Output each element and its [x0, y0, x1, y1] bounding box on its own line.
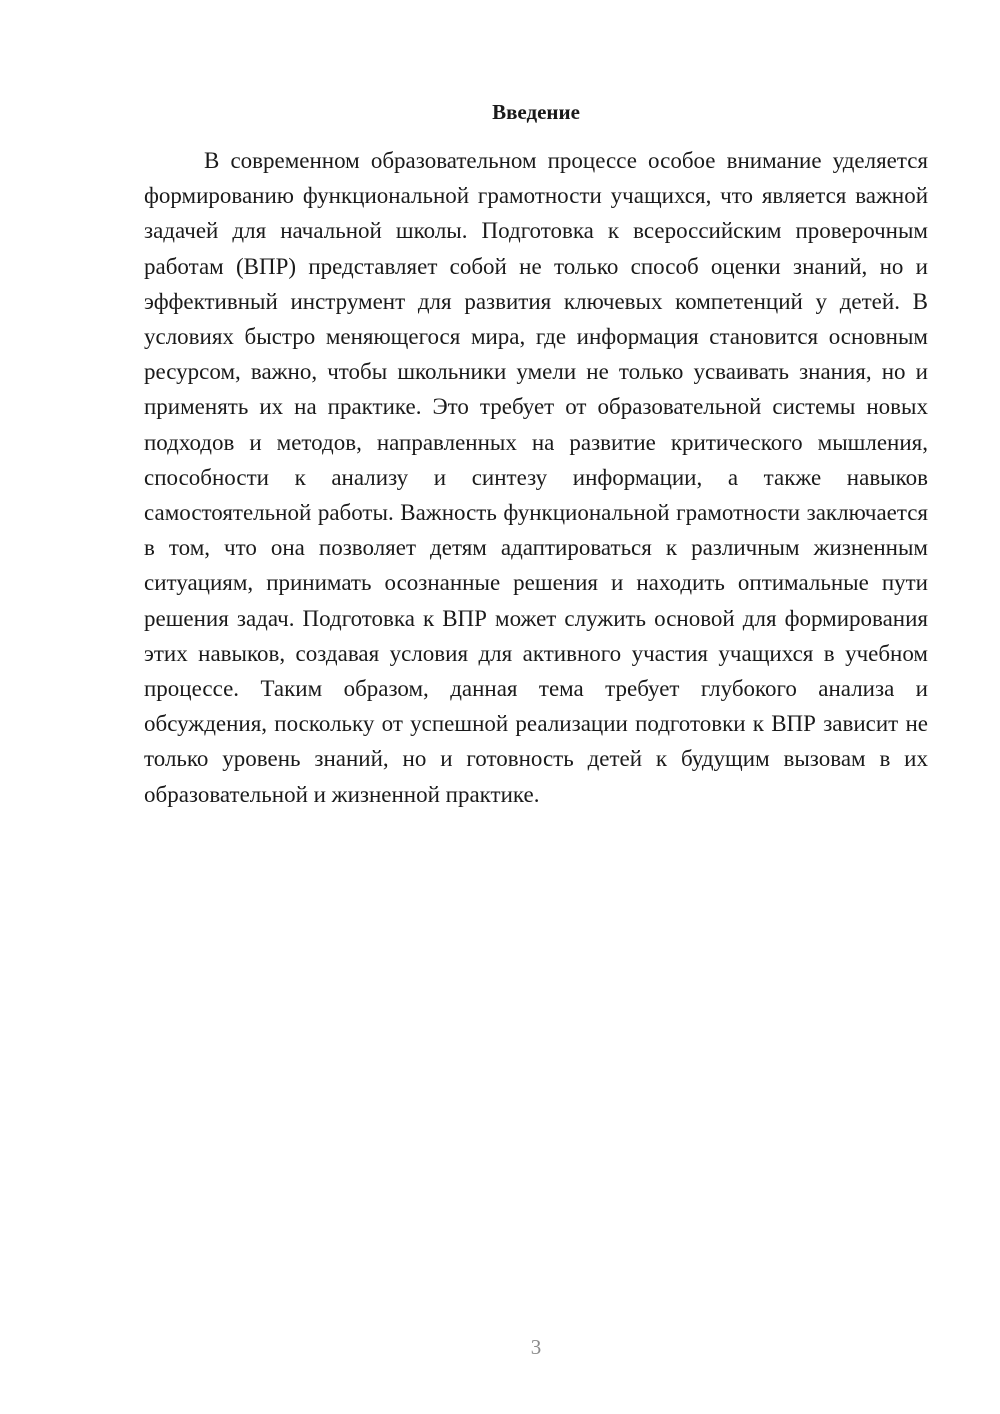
section-heading: Введение	[492, 100, 580, 124]
page-number: 3	[530, 1335, 542, 1359]
body-paragraph: В современном образовательном процессе особое внимание уделяется формированию функциональной грамотности учащихся, что является важной задачей для начальной школы. Подготовка к всероссийским проверочным работам (ВПР) представляет собой не только способ оценки знаний, но и эффективный инструмент для развития ключевых компетенций у детей. В условиях быстро меняющегося мира, где информация становится основным ресурсом, важно, чтобы школьники умели не только усваивать знания, но и применять их на практике. Это требует от образовательной системы новых подходов и методов, направленных на развитие критического мышления, способности к анализу и синтезу информации, а также навыков самостоятельной работы. Важность функциональной грамотности заключается в том, что она позволяет детям адаптироваться к различным жизненным ситуациям, принимать осознанные решения и находить оптимальные пути решения задач. Подготовка к ВПР может служить основой для формирования этих навыков, создавая условия для активного участия учащихся в учебном процессе. Таким образом, данная тема требует глубокого анализа и обсуждения, поскольку от успешной реализации подготовки к ВПР зависит не только уровень знаний, но и готовность детей к будущим вызовам в их образовательной и жизненной практике.	[144, 148, 928, 807]
